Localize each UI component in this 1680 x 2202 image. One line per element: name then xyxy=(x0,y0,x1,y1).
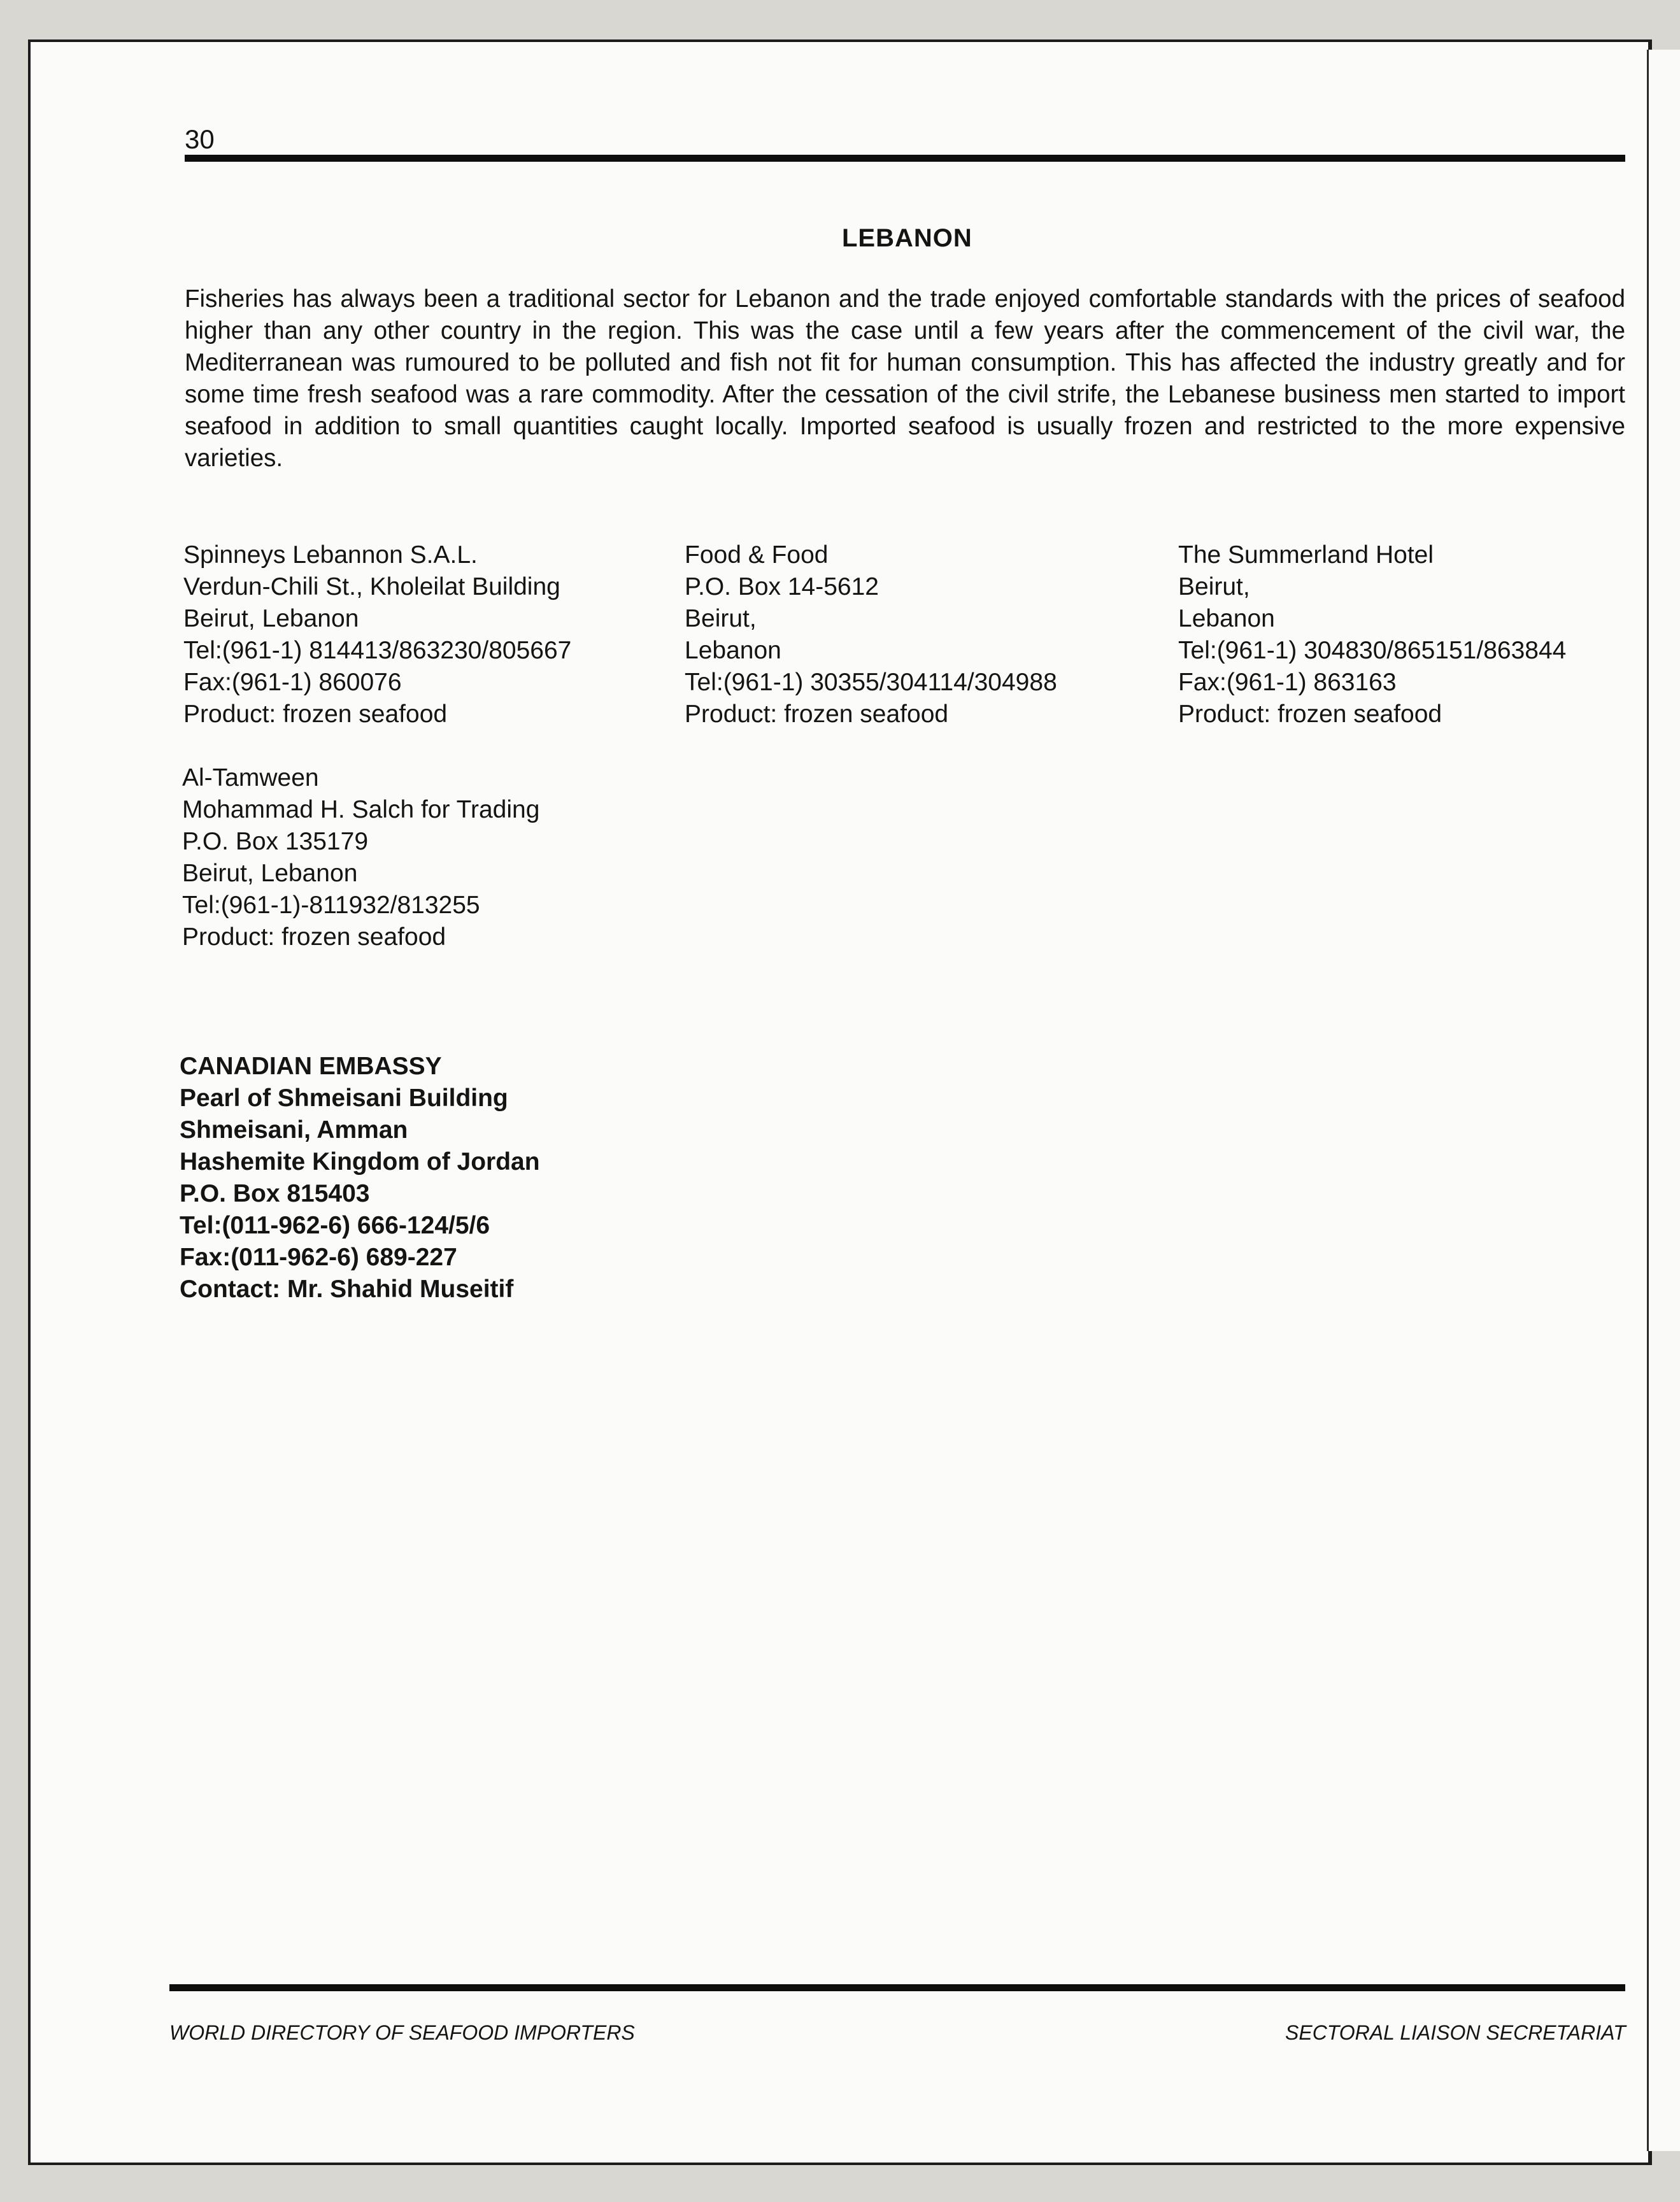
importer-address: Lebanon xyxy=(1178,605,1275,632)
importer-name: The Summerland Hotel xyxy=(1178,541,1434,569)
importer-address: Beirut, Lebanon xyxy=(183,605,359,632)
embassy-contact-block xyxy=(180,1051,540,1305)
embassy-name: CANADIAN EMBASSY xyxy=(180,1053,442,1080)
importer-tel: Tel:(961-1) 30355/304114/304988 xyxy=(685,669,1057,696)
importer-address: Beirut, xyxy=(1178,573,1250,600)
section-title: LEBANON xyxy=(842,224,972,252)
importer-entry xyxy=(182,762,539,953)
importer-fax: Fax:(961-1) 860076 xyxy=(183,669,402,696)
importer-product: Product: frozen seafood xyxy=(685,700,949,728)
importer-name: Food & Food xyxy=(685,541,829,569)
embassy-country: Hashemite Kingdom of Jordan xyxy=(180,1148,540,1176)
importer-address: Lebanon xyxy=(685,637,781,664)
page-number: 30 xyxy=(185,124,215,154)
importer-address: Verdun-Chili St., Kholeilat Building xyxy=(183,573,560,600)
importer-entry xyxy=(685,539,1057,730)
importer-address: P.O. Box 135179 xyxy=(182,828,369,855)
embassy-district: Shmeisani, Amman xyxy=(180,1116,408,1144)
embassy-tel: Tel:(011-962-6) 666-124/5/6 xyxy=(180,1212,490,1239)
importer-tel: Tel:(961-1)-811932/813255 xyxy=(182,891,480,919)
importer-address: Mohammad H. Salch for Trading xyxy=(182,796,540,823)
embassy-contact: Contact: Mr. Shahid Museitif xyxy=(180,1275,514,1303)
importer-name: Al-Tamween xyxy=(182,764,319,792)
embassy-fax: Fax:(011-962-6) 689-227 xyxy=(180,1244,457,1271)
importer-product: Product: frozen seafood xyxy=(1178,700,1442,728)
importer-name: Spinneys Lebannon S.A.L. xyxy=(183,541,478,569)
importer-entry xyxy=(1178,539,1566,730)
embassy-po-box: P.O. Box 815403 xyxy=(180,1180,370,1207)
footer-right-text: SECTORAL LIAISON SECRETARIAT xyxy=(1285,2021,1626,2044)
importer-fax: Fax:(961-1) 863163 xyxy=(1178,669,1397,696)
importer-entry xyxy=(183,539,571,730)
importer-product: Product: frozen seafood xyxy=(183,700,448,728)
footer-left-text: WORLD DIRECTORY OF SEAFOOD IMPORTERS xyxy=(169,2021,635,2044)
intro-paragraph: Fisheries has always been a traditional sector for Lebanon and the trade enjoyed comfortable standards with the prices of seafood higher than any other country in the region. This was the case until a few years after the commencement of the civil war, the Mediterranean was rumoured to be polluted and fish not fit for human consumption. This has affected the industry greatly and for some time fresh seafood was a rare commodity. After the cessation of the civil strife, the Lebanese business men started to import seafood in addition to small quantities caught locally. Imported seafood is usually frozen and restricted to the more expensive varieties. xyxy=(185,285,1625,472)
importer-product: Product: frozen seafood xyxy=(182,923,446,951)
importer-address: P.O. Box 14-5612 xyxy=(685,573,879,600)
importer-address: Beirut, Lebanon xyxy=(182,860,358,887)
embassy-building: Pearl of Shmeisani Building xyxy=(180,1084,508,1112)
header-rule xyxy=(185,155,1625,162)
footer-rule xyxy=(169,1984,1625,1991)
importer-address: Beirut, xyxy=(685,605,757,632)
importer-tel: Tel:(961-1) 304830/865151/863844 xyxy=(1178,637,1567,664)
adjacent-page-edge xyxy=(1647,50,1680,2151)
importer-tel: Tel:(961-1) 814413/863230/805667 xyxy=(183,637,572,664)
